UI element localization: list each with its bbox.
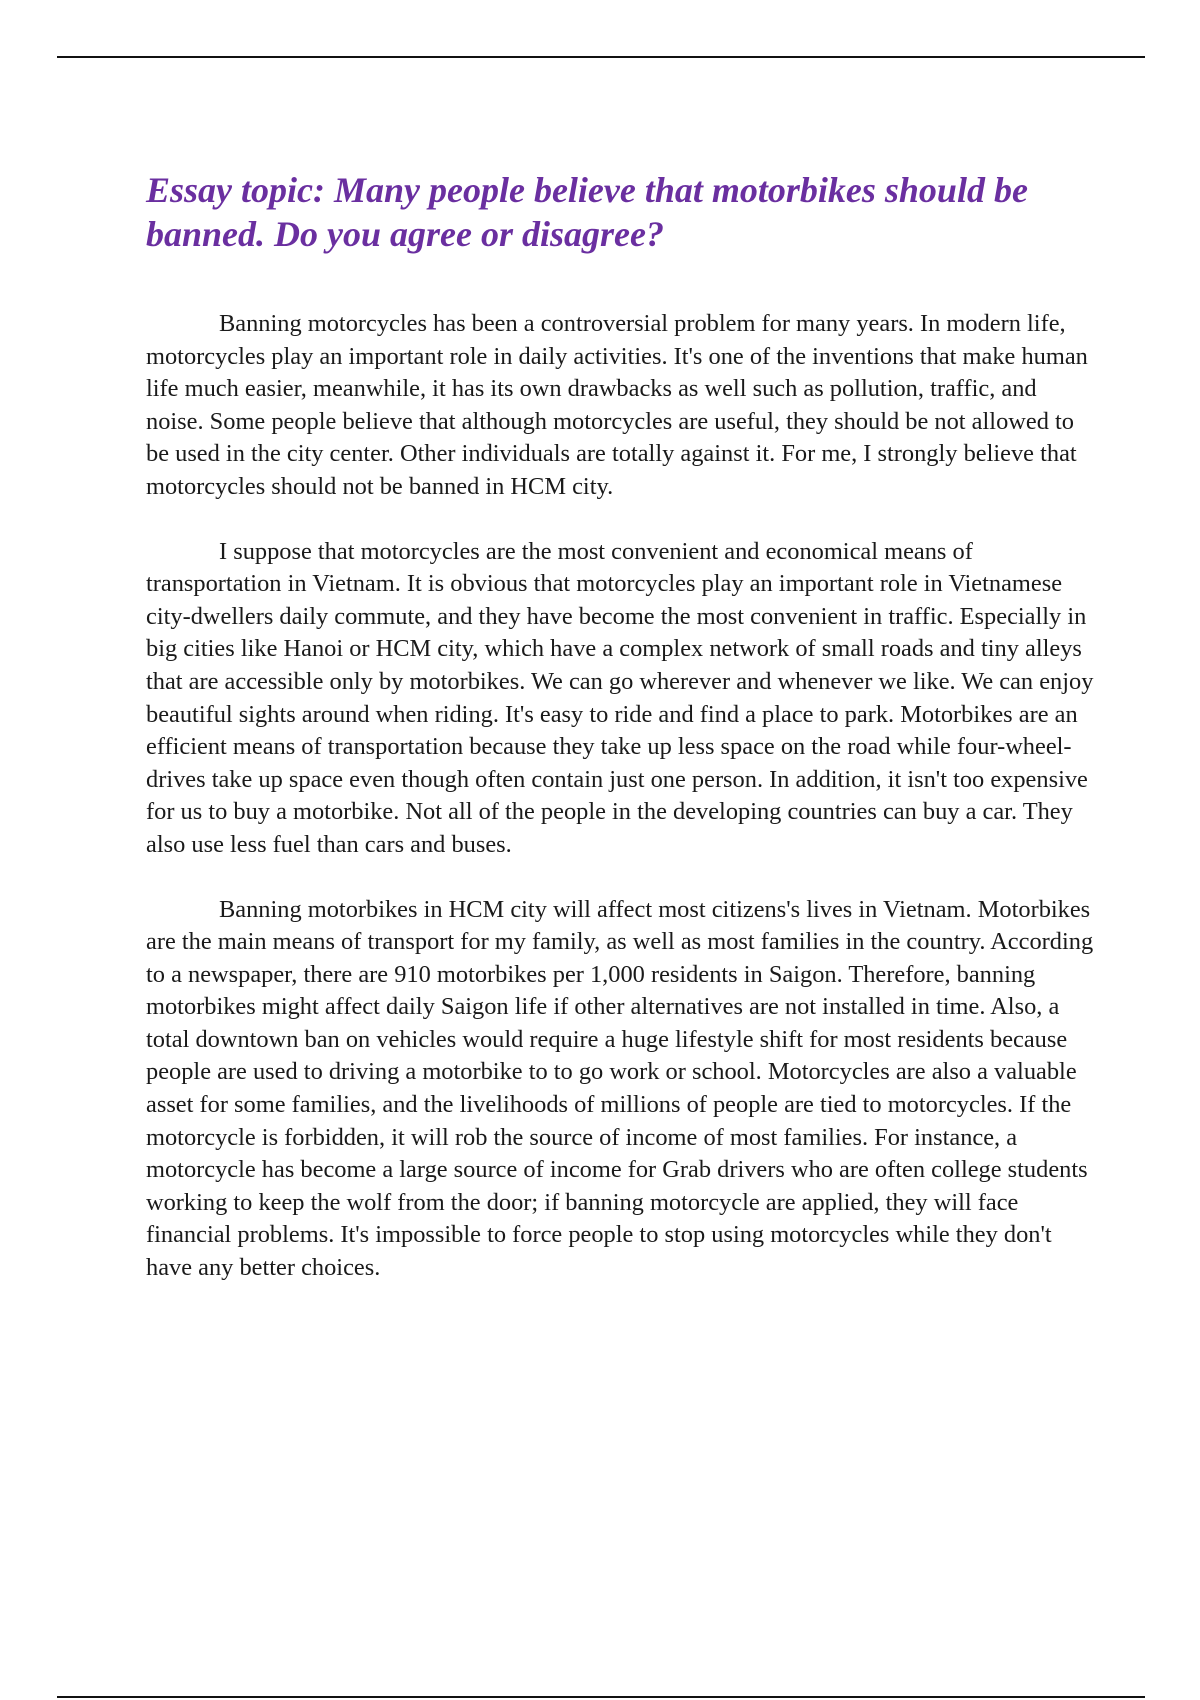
top-rule bbox=[57, 56, 1145, 58]
paragraph-3: Banning motorbikes in HCM city will affect most citizens's lives in Vietnam. Motorbikes are the main means of transport for my family, as well as most families in the country. According to a newspaper, there are 910 motorbikes per 1,000 residents in Saigon. Therefore, banning motorbikes might affect daily Saigon life if other alternatives are not installed in time. Also, a total downtown ban on vehicles would require a huge lifestyle shift for most residents because people are used to driving a motorbike to to go work or school. Motorcycles are also a valuable asset for some families, and the livelihoods of millions of people are tied to motorcycles. If the motorcycle is forbidden, it will rob the source of income of most families. For instance, a motorcycle has become a large source of income for Grab drivers who are often college students working to keep the wolf from the door; if banning motorcycle are applied, they will face financial problems. It's impossible to force people to stop using motorcycles while they don't have any better choices. bbox=[146, 895, 1094, 1282]
paragraph-2: I suppose that motorcycles are the most convenient and economical means of transportation in Vietnam. It is obvious that motorcycles play an important role in Vietnamese city-dwellers daily commute, and they have become the most convenient in traffic. Especially in big cities like Hanoi or HCM city, which have a complex network of small roads and tiny alleys that are accessible only by motorbikes. We can go wherever and whenever we like. We can enjoy beautiful sights around when riding. It's easy to ride and find a place to park. Motorbikes are an efficient means of transportation because they take up less space on the road while four-wheel-drives take up space even though often contain just one person. In addition, it isn't too expensive for us to buy a motorbike. Not all of the people in the developing countries can buy a car. They also use less fuel than cars and buses. bbox=[146, 537, 1094, 858]
document-body bbox=[146, 168, 1094, 1285]
paragraph-1: Banning motorcycles has been a controversial problem for many years. In modern life, motorcycles play an important role in daily activities. It's one of the inventions that make human life much easier, meanwhile, it has its own drawbacks as well such as pollution, traffic, and noise. Some people believe that although motorcycles are useful, they should be not allowed to be used in the city center. Other individuals are totally against it. For me, I strongly believe that motorcycles should not be banned in HCM city. bbox=[146, 310, 1088, 500]
essay-title: Essay topic: Many people believe that motorbikes should be banned. Do you agree or disagree? bbox=[146, 170, 1028, 254]
bottom-rule bbox=[57, 1696, 1145, 1698]
